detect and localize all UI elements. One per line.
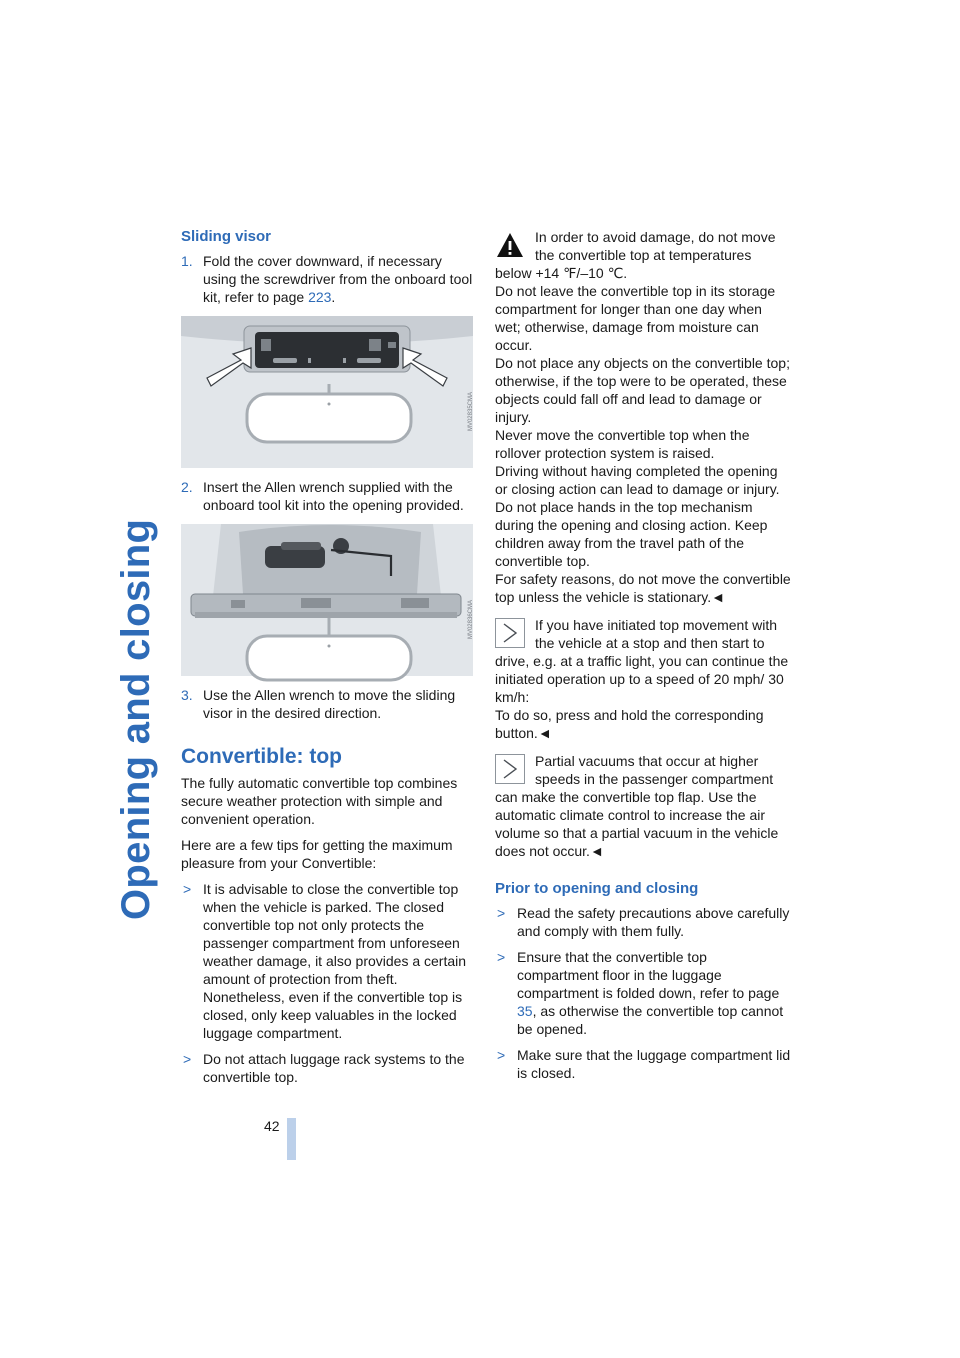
- figure-code: MV02836CMA: [468, 600, 474, 640]
- page-number: 42: [264, 1118, 280, 1134]
- warning-triangle-icon: [495, 230, 525, 260]
- note-arrow-icon: [495, 618, 525, 648]
- bullet-marker: >: [183, 1051, 192, 1067]
- bullet-text: Make sure that the luggage compartment lid is closed.: [517, 1047, 791, 1081]
- note-arrow-icon: [495, 754, 525, 784]
- page-number-bar: [287, 1118, 296, 1160]
- warning-line: Driving without having completed the opening or closing action can lead to damage or injury. Do not place hands in the top mechanism during the opening and closing action. Keep children away from the travel path of the convertible top.: [495, 463, 780, 569]
- warning-note: [495, 228, 791, 606]
- right-column: [495, 228, 791, 1090]
- step-2: [181, 478, 477, 514]
- step-3: [181, 686, 477, 722]
- page-link-35[interactable]: 35: [517, 1003, 533, 1019]
- bullet-text: Ensure that the convertible top compartment floor in the luggage compartment is folded down, refer to page: [517, 949, 780, 1001]
- step-1: [181, 252, 477, 306]
- tip-bullet: [181, 1050, 477, 1086]
- sliding-visor-heading: Sliding visor: [181, 228, 272, 245]
- figure-code: MV02835CMA: [468, 392, 474, 432]
- prior-bullet: [495, 904, 791, 940]
- step-text-end: .: [331, 289, 336, 305]
- step-number: 1.: [181, 253, 193, 269]
- bullet-text: Read the safety precautions above carefully and comply with them fully.: [517, 905, 790, 939]
- bullet-text: Do not attach luggage rack systems to the convertible top.: [203, 1051, 465, 1085]
- step-text: Insert the Allen wrench supplied with the onboard tool kit into the opening provided.: [203, 479, 464, 513]
- bullet-text: It is advisable to close the convertible top when the vehicle is parked. The closed convertible top not only protects the passenger compartment from unforeseen weather damage, it also provides a certain amount of protection from theft. Nonetheless, even if the convertible top is closed, only keep valuables in the locked luggage compartment.: [203, 881, 467, 1041]
- step-number: 3.: [181, 687, 193, 703]
- info-note-1: [495, 616, 791, 742]
- bullet-text-end: , as otherwise the convertible top cannot be opened.: [517, 1003, 784, 1037]
- bullet-marker: >: [183, 881, 192, 897]
- chapter-side-title: [104, 230, 164, 920]
- tips-paragraph: Here are a few tips for getting the maximum pleasure from your Convertible:: [181, 837, 453, 871]
- note-line: To do so, press and hold the corresponding button.◄: [495, 707, 764, 741]
- chapter-title-text: Opening and closing: [114, 518, 158, 920]
- step-text: Fold the cover downward, if necessary using the screwdriver from the onboard tool kit, refer to page: [203, 253, 473, 305]
- allen-wrench-illustration: [181, 524, 473, 676]
- warning-line: Do not leave the convertible top in its storage compartment for longer than one day when wet; otherwise, damage from moisture can occur.: [495, 283, 776, 353]
- convertible-top-heading: Convertible: top: [181, 745, 342, 768]
- warning-line: Never move the convertible top when the rollover protection system is raised.: [495, 427, 750, 461]
- bullet-marker: >: [497, 905, 506, 921]
- figure-sliding-visor-cover: [181, 316, 473, 468]
- left-column: [181, 228, 477, 1094]
- warning-line: For safety reasons, do not move the convertible top unless the vehicle is stationary.◄: [495, 571, 791, 605]
- warning-line: Do not place any objects on the convertible top; otherwise, if the top were to be operated, these objects could fall off and lead to damage or injury.: [495, 355, 790, 425]
- prior-bullet: [495, 1046, 791, 1082]
- step-text: Use the Allen wrench to move the sliding visor in the desired direction.: [203, 687, 456, 721]
- bullet-marker: >: [497, 949, 506, 965]
- note-line: If you have initiated top movement with the vehicle at a stop and then start to drive, e.g. at a traffic light, you can continue the initiated operation up to a speed of 20 mph/ 30 km/h:: [495, 617, 789, 705]
- tip-bullet: [181, 880, 477, 1042]
- bullet-marker: >: [497, 1047, 506, 1063]
- warning-line: In order to avoid damage, do not move the convertible top at temperatures below +14 ℉/–10 ℃.: [495, 229, 776, 281]
- intro-paragraph: The fully automatic convertible top combines secure weather protection with simple and convenient operation.: [181, 775, 458, 827]
- step-number: 2.: [181, 479, 193, 495]
- note-text: Partial vacuums that occur at higher speeds in the passenger compartment can make the convertible top flap. Use the automatic climate control to increase the air volume so that a partial vacuum in the vehicle does not occur.◄: [495, 753, 779, 859]
- prior-bullet: [495, 948, 791, 1038]
- page-link-223[interactable]: 223: [308, 289, 332, 305]
- figure-allen-wrench: [181, 524, 473, 676]
- visor-cover-illustration: [181, 316, 473, 468]
- info-note-2: [495, 752, 791, 860]
- prior-heading: Prior to opening and closing: [495, 880, 699, 897]
